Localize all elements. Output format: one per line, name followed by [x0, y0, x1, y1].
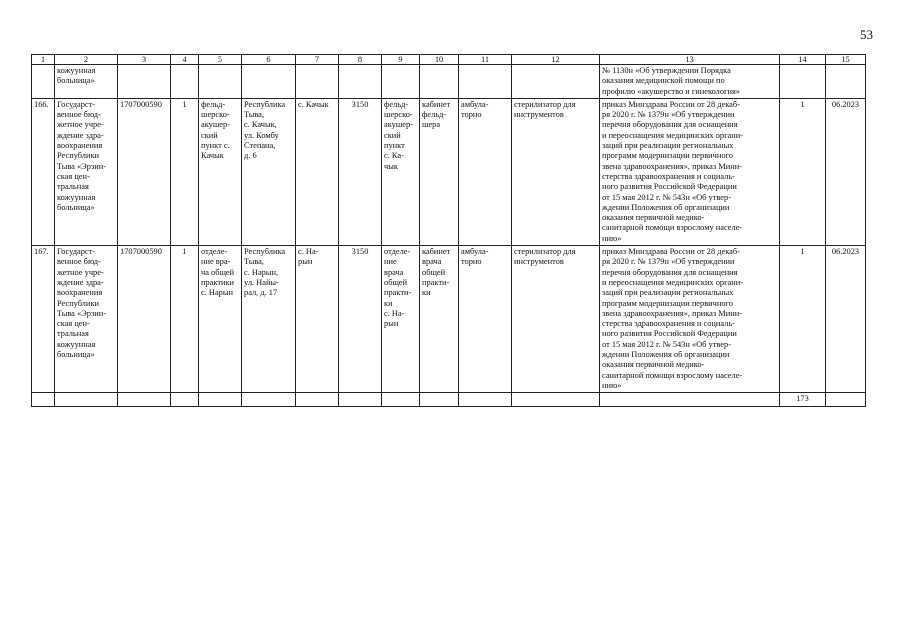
- quantity-cell: 1: [780, 98, 826, 245]
- code-cell: 3150: [339, 246, 382, 393]
- header-cell: 1: [32, 55, 55, 65]
- institution-cell: Государст- венное бюд- жетное учре- ждение здра- воохранения Республики Тыва «Эрзин- ская цен- тральная кожуунная больница»: [55, 246, 118, 393]
- table-row: [32, 246, 866, 393]
- header-cell: 9: [382, 55, 420, 65]
- legal-basis-cell: приказ Минздрава России от 28 декаб- ря 2020 г. № 1379н «Об утверждении перечня оборудования для оснащения и переоснащения медицинских органи- заций при реализации региональных программ модернизации первичного звена здравоохранения», приказ Мини- стерства здравоохранения и социаль- ного развития Российской Федерации от 15 мая 2012 г. № 543н «Об утвер- ждении Положения об организации оказания первичной медико- санитарной помощи взрослому населе- нию»: [600, 246, 780, 393]
- continuation-row: [32, 65, 866, 99]
- unit-cell: отделе- ние вра- ча общей практики с. Нарын: [199, 246, 242, 393]
- count-cell: 1: [171, 98, 199, 245]
- total-row: [32, 393, 866, 406]
- row-number: 166.: [32, 98, 55, 245]
- header-cell: 11: [459, 55, 512, 65]
- header-cell: 10: [420, 55, 459, 65]
- equipment-cell: стерилизатор для инструментов: [512, 246, 600, 393]
- quantity-cell: 1: [780, 246, 826, 393]
- institution-cell: Государст- венное бюд- жетное учре- ждение здра- воохранения Республики Тыва «Эрзин- ская цен- тральная кожуунная больница»: [55, 98, 118, 245]
- equipment-cell: стерилизатор для инструментов: [512, 98, 600, 245]
- equipment-table: [31, 54, 866, 407]
- total-quantity: 173: [780, 393, 826, 406]
- header-cell: 14: [780, 55, 826, 65]
- legal-basis-cell: № 1130н «Об утверждении Порядка оказания медицинской помощи по профилю «акушерство и гинекология»: [600, 65, 780, 99]
- page-number: 53: [860, 27, 873, 42]
- row-number: 167.: [32, 246, 55, 393]
- header-cell: 4: [171, 55, 199, 65]
- inn-cell: 1707000590: [118, 246, 171, 393]
- header-row: [32, 55, 866, 65]
- header-cell: 7: [296, 55, 339, 65]
- address-cell: Республика Тыва, с. Качык, ул. Комбу Степана, д. 6: [242, 98, 296, 245]
- header-cell: 12: [512, 55, 600, 65]
- settlement-cell: с. Качык: [296, 98, 339, 245]
- header-cell: 3: [118, 55, 171, 65]
- date-cell: 06.2023: [826, 246, 866, 393]
- date-cell: 06.2023: [826, 98, 866, 245]
- code-cell: 3150: [339, 98, 382, 245]
- institution-cell: кожуунная больница»: [55, 65, 118, 99]
- address-cell: Республика Тыва, с. Нарын, ул. Найы- рал, д. 17: [242, 246, 296, 393]
- department-cell: фельд- шерско- акушер- ский пункт с. Ка- чык: [382, 98, 420, 245]
- department-cell: отделе- ние врача общей практи- ки с. На- рын: [382, 246, 420, 393]
- header-cell: 6: [242, 55, 296, 65]
- settlement-cell: с. На- рын: [296, 246, 339, 393]
- room-cell: кабинет фельд- шера: [420, 98, 459, 245]
- legal-basis-cell: приказ Минздрава России от 28 декаб- ря 2020 г. № 1379н «Об утверждении перечня оборудования для оснащения и переоснащения медицинских органи- заций при реализации региональных программ модернизации первичного звена здравоохранения», приказ Мини- стерства здравоохранения и социаль- ного развития Российской Федерации от 15 мая 2012 г. № 543н «Об утвер- ждении Положения об организации оказания первичной медико- санитарной помощи взрослому населе- нию»: [600, 98, 780, 245]
- header-cell: 8: [339, 55, 382, 65]
- table-row: [32, 98, 866, 245]
- care-mode-cell: амбула- торно: [459, 246, 512, 393]
- header-cell: 15: [826, 55, 866, 65]
- count-cell: 1: [171, 246, 199, 393]
- inn-cell: 1707000590: [118, 98, 171, 245]
- care-mode-cell: амбула- торно: [459, 98, 512, 245]
- header-cell: 5: [199, 55, 242, 65]
- header-cell: 13: [600, 55, 780, 65]
- room-cell: кабинет врача общей практи- ки: [420, 246, 459, 393]
- unit-cell: фельд- шерско- акушер- ский пункт с. Качык: [199, 98, 242, 245]
- header-cell: 2: [55, 55, 118, 65]
